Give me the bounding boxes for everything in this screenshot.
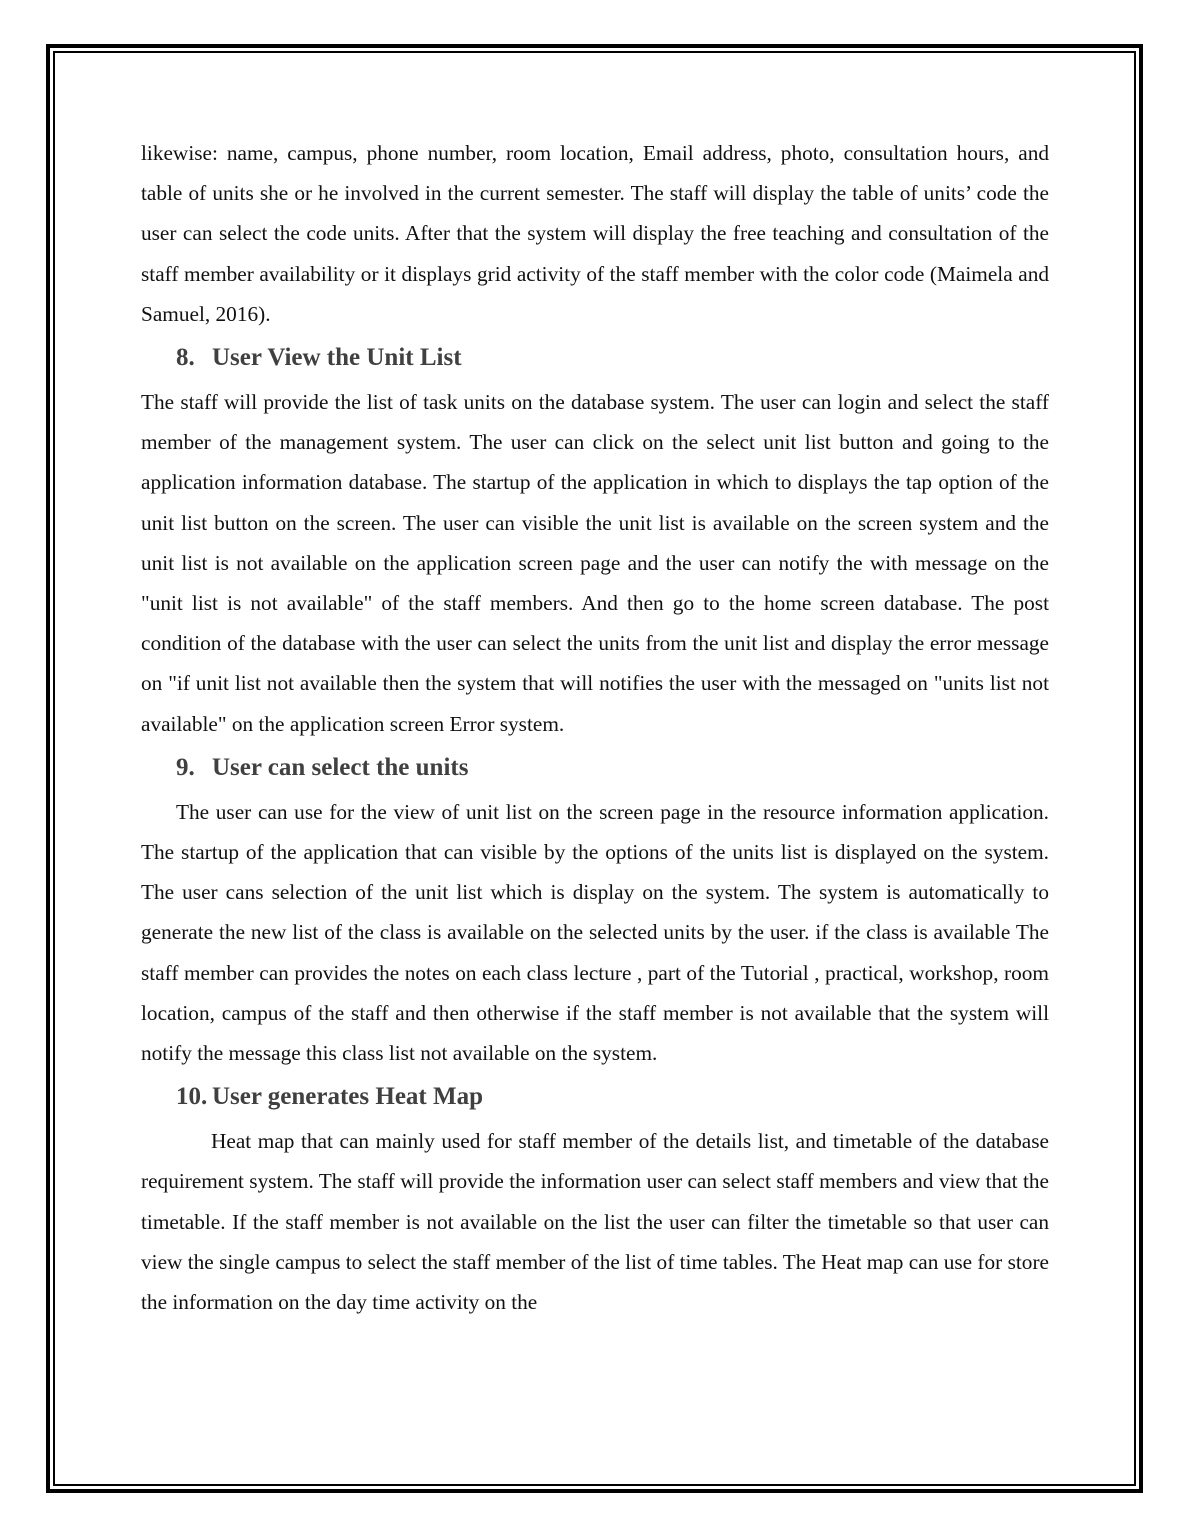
paragraph-select-units: The user can use for the view of unit list on the screen page in the resource information application. The startup of the application that can visible by the options of the units list is displayed on the system. The user cans selection of the unit list which is display on the system. The system is automatically to generate the new list of the class is available on the selected units by the user. if the class is available The staff member can provides the notes on each class lecture , part of the Tutorial , practical, workshop, room location, campus of the staff and then otherwise if the staff member is not available that the system will notify the message this class list not available on the system. [141,799,1049,1066]
heading-number: 9. [176,753,195,781]
paragraph-intro: likewise: name, campus, phone number, room location, Email address, photo, consultation hours, and table of units she or he involved in the current semester. The staff will display the table of units’ code the user can select the code units. After that the system will display the free teaching and consultation of the staff member availability or it displays grid activity of the staff member with the color code (Maimela and Samuel, 2016). [141,141,1049,326]
heading-heat-map [141,1073,1049,1121]
heading-title: User can select the units [212,753,469,781]
heading-user-view-unit-list [141,334,1049,382]
heading-user-select-units [141,744,1049,792]
document-body [141,133,1049,1322]
heading-title: User View the Unit List [212,344,462,372]
heading-number: 10. [176,1083,208,1111]
paragraph-unit-list: The staff will provide the list of task units on the database system. The user can login and select the staff member of the management system. The user can click on the select unit list button and going to the application information database. The startup of the application in which to displays the tap option of the unit list button on the screen. The user can visible the unit list is available on the screen system and the unit list is not available on the application screen page and the user can notify the with message on the "unit list is not available" of the staff members. And then go to the home screen database. The post condition of the database with the user can select the units from the unit list and display the error message on "if unit list not available then the system that will notifies the user with the messaged on "units list not available" on the application screen Error system. [141,390,1049,736]
heading-number: 8. [176,344,195,372]
heading-title: User generates Heat Map [212,1083,483,1111]
paragraph-heat-map: Heat map that can mainly used for staff member of the details list, and timetable of the database requirement system. The staff will provide the information user can select staff members and view that the timetable. If the staff member is not available on the list the user can filter the timetable so that user can view the single campus to select the staff member of the list of time tables. The Heat map can use for store the information on the day time activity on the [141,1129,1049,1315]
